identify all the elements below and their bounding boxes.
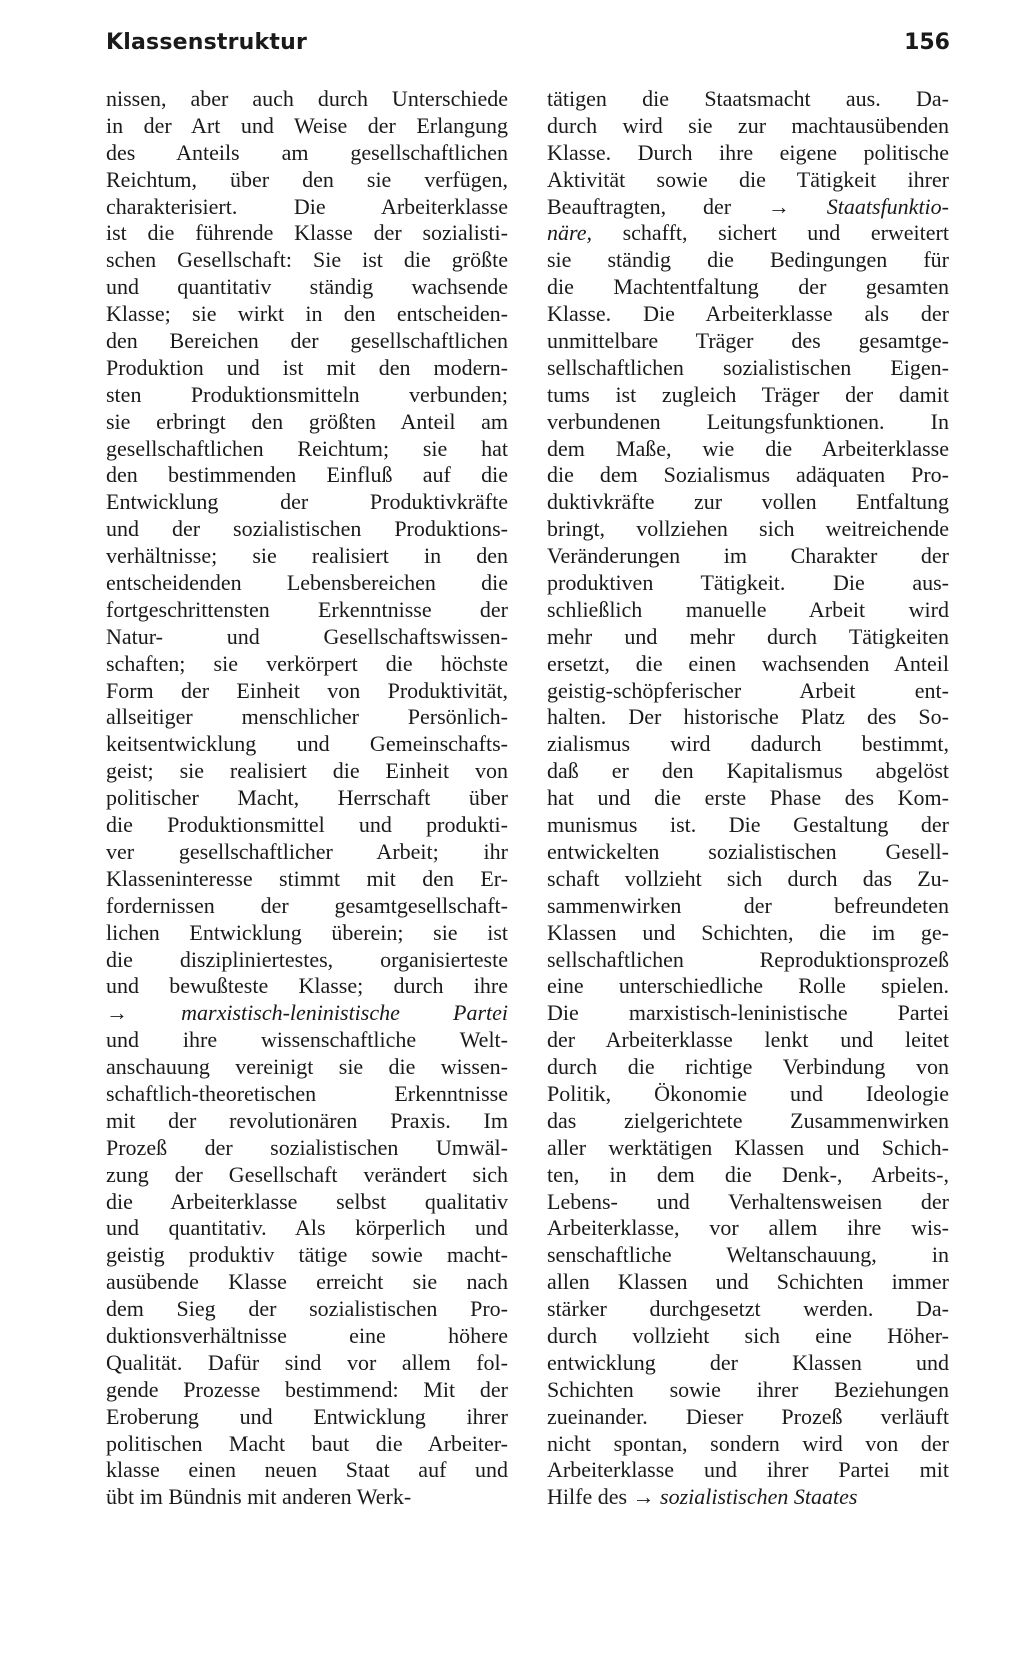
text-line: den Bereichen der gesellschaftlichen [106,328,508,354]
text-line: nissen, aber auch durch Unterschiede [106,86,508,111]
text-line: ver gesellschaftlicher Arbeit; ihr [106,838,508,864]
text-line: charakterisiert. Die Arbeiterklasse [106,193,508,219]
text-line: und bewußteste Klasse; durch ihre [106,973,508,999]
text-line: dem Maße, wie die Arbeiterklasse [547,435,949,461]
text-line: übt im Bündnis mit anderen Werk- [106,1484,412,1510]
text-line: Eroberung und Entwicklung ihrer [106,1403,508,1429]
text-line: des Anteils am gesellschaftlichen [106,139,508,165]
text-line: verbundenen Leitungsfunktionen. In [547,408,949,434]
text-line: anschauung vereinigt sie die wissen- [106,1054,508,1080]
text-line: zueinander. Dieser Prozeß verläuft [547,1403,949,1429]
text-line: senschaftliche Weltanschauung, in [547,1242,949,1268]
text-line: allseitiger menschlicher Persönlich- [106,704,508,730]
text-line: mehr und mehr durch Tätigkeiten [547,623,949,649]
text-line: daß er den Kapitalismus abgelöst [547,758,949,784]
cross-reference: marxistisch-leninistische Partei [181,1000,509,1026]
text-line: durch die richtige Verbindung von [547,1054,949,1080]
text-line: ist die führende Klasse der sozialisti- [106,220,508,246]
text-line: geistig produktiv tätige sowie macht- [106,1242,508,1268]
text-line: duktivkräfte zur vollen Entfaltung [547,489,949,515]
text-line: Prozeß der sozialistischen Umwäl- [106,1134,508,1160]
text-line: lichen Entwicklung überein; sie ist [106,919,508,945]
text-line: fordernissen der gesamtgesellschaft- [106,892,508,918]
page-number: 156 [904,30,950,55]
text-line: stärker durchgesetzt werden. Da- [547,1296,949,1322]
text-line: politischer Macht, Herrschaft über [106,785,508,811]
text-line: geist; sie realisiert die Einheit von [106,758,508,784]
text-line: die Machtentfaltung der gesamten [547,274,949,300]
text-line: ausübende Klasse erreicht sie nach [106,1269,508,1295]
text-line: unmittelbare Träger des gesamtge- [547,328,949,354]
text-line: aller werktätigen Klassen und Schich- [547,1134,949,1160]
text-line: und quantitativ ständig wachsende [106,274,508,300]
text-line: und der sozialistischen Produktions- [106,516,508,542]
text-line: gende Prozesse bestimmend: Mit der [106,1376,508,1402]
cross-reference: Staatsfunktio- [826,193,949,219]
text-line: produktiven Tätigkeit. Die aus- [547,570,949,596]
text-line: eine unterschiedliche Rolle spielen. [547,973,949,999]
text-line: bringt, vollziehen sich weitreichende [547,516,949,542]
text-line: und ihre wissenschaftliche Welt- [106,1027,508,1053]
text-line: schaften; sie verkörpert die höchste [106,650,508,676]
text-line: Entwicklung der Produktivkräfte [106,489,508,515]
text-line: sellschaftlichen Reproduktionsprozeß [547,946,949,972]
text-line: Produktion und ist mit den modern- [106,354,508,380]
text-line: Natur- und Gesellschaftswissen- [106,623,508,649]
text-line: Qualität. Dafür sind vor allem fol- [106,1349,508,1375]
text-line: hat und die erste Phase des Kom- [547,785,949,811]
text-line: tums ist zugleich Träger der damit [547,381,949,407]
text-line: gesellschaftlichen Reichtum; sie hat [106,435,508,461]
text-line: der Arbeiterklasse lenkt und leitet [547,1027,949,1053]
text-line: keitsentwicklung und Gemeinschafts- [106,731,508,757]
page-header [106,30,950,64]
left-text-column [106,86,508,1511]
text-line: Politik, Ökonomie und Ideologie [547,1080,949,1106]
text-line: ten, in dem die Denk-, Arbeits-, [547,1161,949,1187]
text-line: sten Produktionsmitteln verbunden; [106,381,508,407]
text-line: Klasse. Die Arbeiterklasse als der [547,301,949,327]
text-line: Aktivität sowie die Tätigkeit ihrer [547,166,949,192]
text-line: allen Klassen und Schichten immer [547,1269,949,1295]
text-line: geistig-schöpferischer Arbeit ent- [547,677,949,703]
text-line: halten. Der historische Platz des So- [547,704,949,730]
text-line: Lebens- und Verhaltensweisen der [547,1188,949,1214]
text-line: klasse einen neuen Staat auf und [106,1457,508,1483]
text-line: Klasse. Durch ihre eigene politische [547,139,949,165]
text-line: Klassen und Schichten, die im ge- [547,919,949,945]
cross-reference: sozialistischen Staates [660,1484,858,1510]
text-line: Klasse; sie wirkt in den entscheiden- [106,301,508,327]
text-line: entwicklung der Klassen und [547,1349,949,1375]
text-line: schaft vollzieht sich durch das Zu- [547,865,949,891]
text-line: munismus ist. Die Gestaltung der [547,812,949,838]
text-line: politischen Macht baut die Arbeiter- [106,1430,508,1456]
text-line: sammenwirken der befreundeten [547,892,949,918]
text-line: → marxistisch-leninistische Partei [106,1000,509,1026]
text-line: die dem Sozialismus adäquaten Pro- [547,462,949,488]
text-line: mit der revolutionären Praxis. Im [106,1107,508,1133]
text-line: Beauftragten, der → Staatsfunktio- [547,193,949,219]
text-line: Arbeiterklasse, vor allem ihre wis- [547,1215,949,1241]
right-text-column [547,86,949,1511]
text-line: Die marxistisch-leninistische Partei [547,1000,949,1026]
text-line: zialismus wird dadurch bestimmt, [547,731,949,757]
text-line: die diszipliniertestes, organisierteste [106,946,508,972]
text-line: entscheidenden Lebensbereichen die [106,570,508,596]
text-line: schen Gesellschaft: Sie ist die größte [106,247,508,273]
text-line: sellschaftlichen sozialistischen Eigen- [547,354,949,380]
text-line: Klasseninteresse stimmt mit den Er- [106,865,508,891]
cross-reference: näre, [547,220,593,246]
text-line: Form der Einheit von Produktivität, [106,677,508,703]
text-line: duktionsverhältnisse eine höhere [106,1322,508,1348]
text-line: die Arbeiterklasse selbst qualitativ [106,1188,508,1214]
text-line: ersetzt, die einen wachsenden Anteil [547,650,949,676]
text-line: schaftlich-theoretischen Erkenntnisse [106,1080,508,1106]
text-line: dem Sieg der sozialistischen Pro- [106,1296,508,1322]
text-line: die Produktionsmittel und produkti- [106,812,508,838]
text-line: Schichten sowie ihrer Beziehungen [547,1376,949,1402]
text-line: tätigen die Staatsmacht aus. Da- [547,86,949,111]
text-line: Reichtum, über den sie verfügen, [106,166,508,192]
text-line: sie ständig die Bedingungen für [547,247,949,273]
text-line: Veränderungen im Charakter der [547,543,949,569]
text-line: und quantitativ. Als körperlich und [106,1215,508,1241]
text-line: Arbeiterklasse und ihrer Partei mit [547,1457,949,1483]
text-line: zung der Gesellschaft verändert sich [106,1161,508,1187]
text-line: Hilfe des → sozialistischen Staates [547,1484,858,1510]
text-line: das zielgerichtete Zusammenwirken [547,1107,949,1133]
text-line: durch wird sie zur machtausübenden [547,112,949,138]
text-line: durch vollzieht sich eine Höher- [547,1322,949,1348]
text-line: verhältnisse; sie realisiert in den [106,543,508,569]
text-line: in der Art und Weise der Erlangung [106,112,508,138]
running-head: Klassenstruktur [106,30,307,55]
text-line: nicht spontan, sondern wird von der [547,1430,949,1456]
text-line: entwickelten sozialistischen Gesell- [547,838,949,864]
text-line: den bestimmenden Einfluß auf die [106,462,508,488]
text-line: schließlich manuelle Arbeit wird [547,596,949,622]
text-line: fortgeschrittensten Erkenntnisse der [106,596,508,622]
text-line: sie erbringt den größten Anteil am [106,408,508,434]
text-line: näre, schafft, sichert und erweitert [547,220,949,246]
